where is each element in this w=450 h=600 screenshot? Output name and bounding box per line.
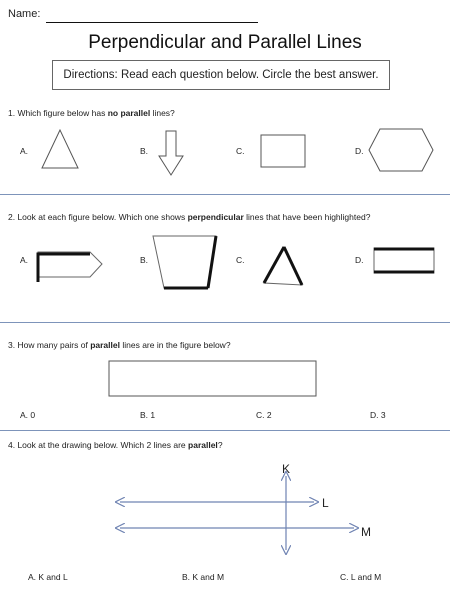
section-divider (0, 322, 450, 323)
name-label: Name: (8, 8, 41, 20)
q1-option-d[interactable]: D. (355, 146, 364, 156)
page-title: Perpendicular and Parallel Lines (88, 32, 362, 53)
label-k: K (282, 462, 291, 476)
q2-option-c[interactable]: C. (236, 255, 245, 265)
q2-option-b[interactable]: B. (140, 255, 149, 265)
directions-box: Directions: Read each question below. Circle the best answer. (52, 60, 390, 90)
q1-option-b[interactable]: B. (140, 146, 149, 156)
q3-option-d[interactable]: D. 3 (370, 410, 386, 420)
q4-option-c[interactable]: C. L and M (340, 572, 382, 582)
q3-option-a[interactable]: A. 0 (20, 410, 36, 420)
q2-pentagon-figure[interactable] (36, 250, 104, 286)
q2-option-d[interactable]: D. (355, 255, 364, 265)
q2-rectangle-figure[interactable] (372, 246, 436, 276)
section-divider (0, 430, 450, 431)
question-1: 1. Which figure below has no parallel lines? (8, 108, 175, 118)
q1-arrow-figure[interactable] (158, 130, 184, 176)
question-3: 3. How many pairs of parallel lines are in the figure below? (8, 340, 231, 350)
q1-option-c[interactable]: C. (236, 146, 245, 156)
q3-option-c[interactable]: C. 2 (256, 410, 272, 420)
q1-triangle-figure[interactable] (40, 128, 80, 170)
q1-hexagon-figure[interactable] (368, 128, 434, 172)
q1-rectangle-figure[interactable] (260, 134, 306, 168)
q2-triangle-figure[interactable] (262, 245, 306, 289)
name-blank-line[interactable] (46, 22, 258, 23)
q4-option-a[interactable]: A. K and L (28, 572, 68, 582)
q4-option-b[interactable]: B. K and M (182, 572, 225, 582)
q3-rectangle-figure (108, 360, 318, 398)
question-2: 2. Look at each figure below. Which one shows perpendicular lines that have been highlighted? (8, 212, 371, 222)
q2-trapezoid-figure[interactable] (152, 234, 220, 292)
q2-option-a[interactable]: A. (20, 255, 29, 265)
q4-lines-diagram (110, 468, 380, 554)
q3-option-b[interactable]: B. 1 (140, 410, 156, 420)
section-divider (0, 194, 450, 195)
label-m: M (361, 525, 371, 539)
label-l: L (322, 496, 329, 510)
q1-option-a[interactable]: A. (20, 146, 29, 156)
question-4: 4. Look at the drawing below. Which 2 lines are parallel? (8, 440, 223, 450)
